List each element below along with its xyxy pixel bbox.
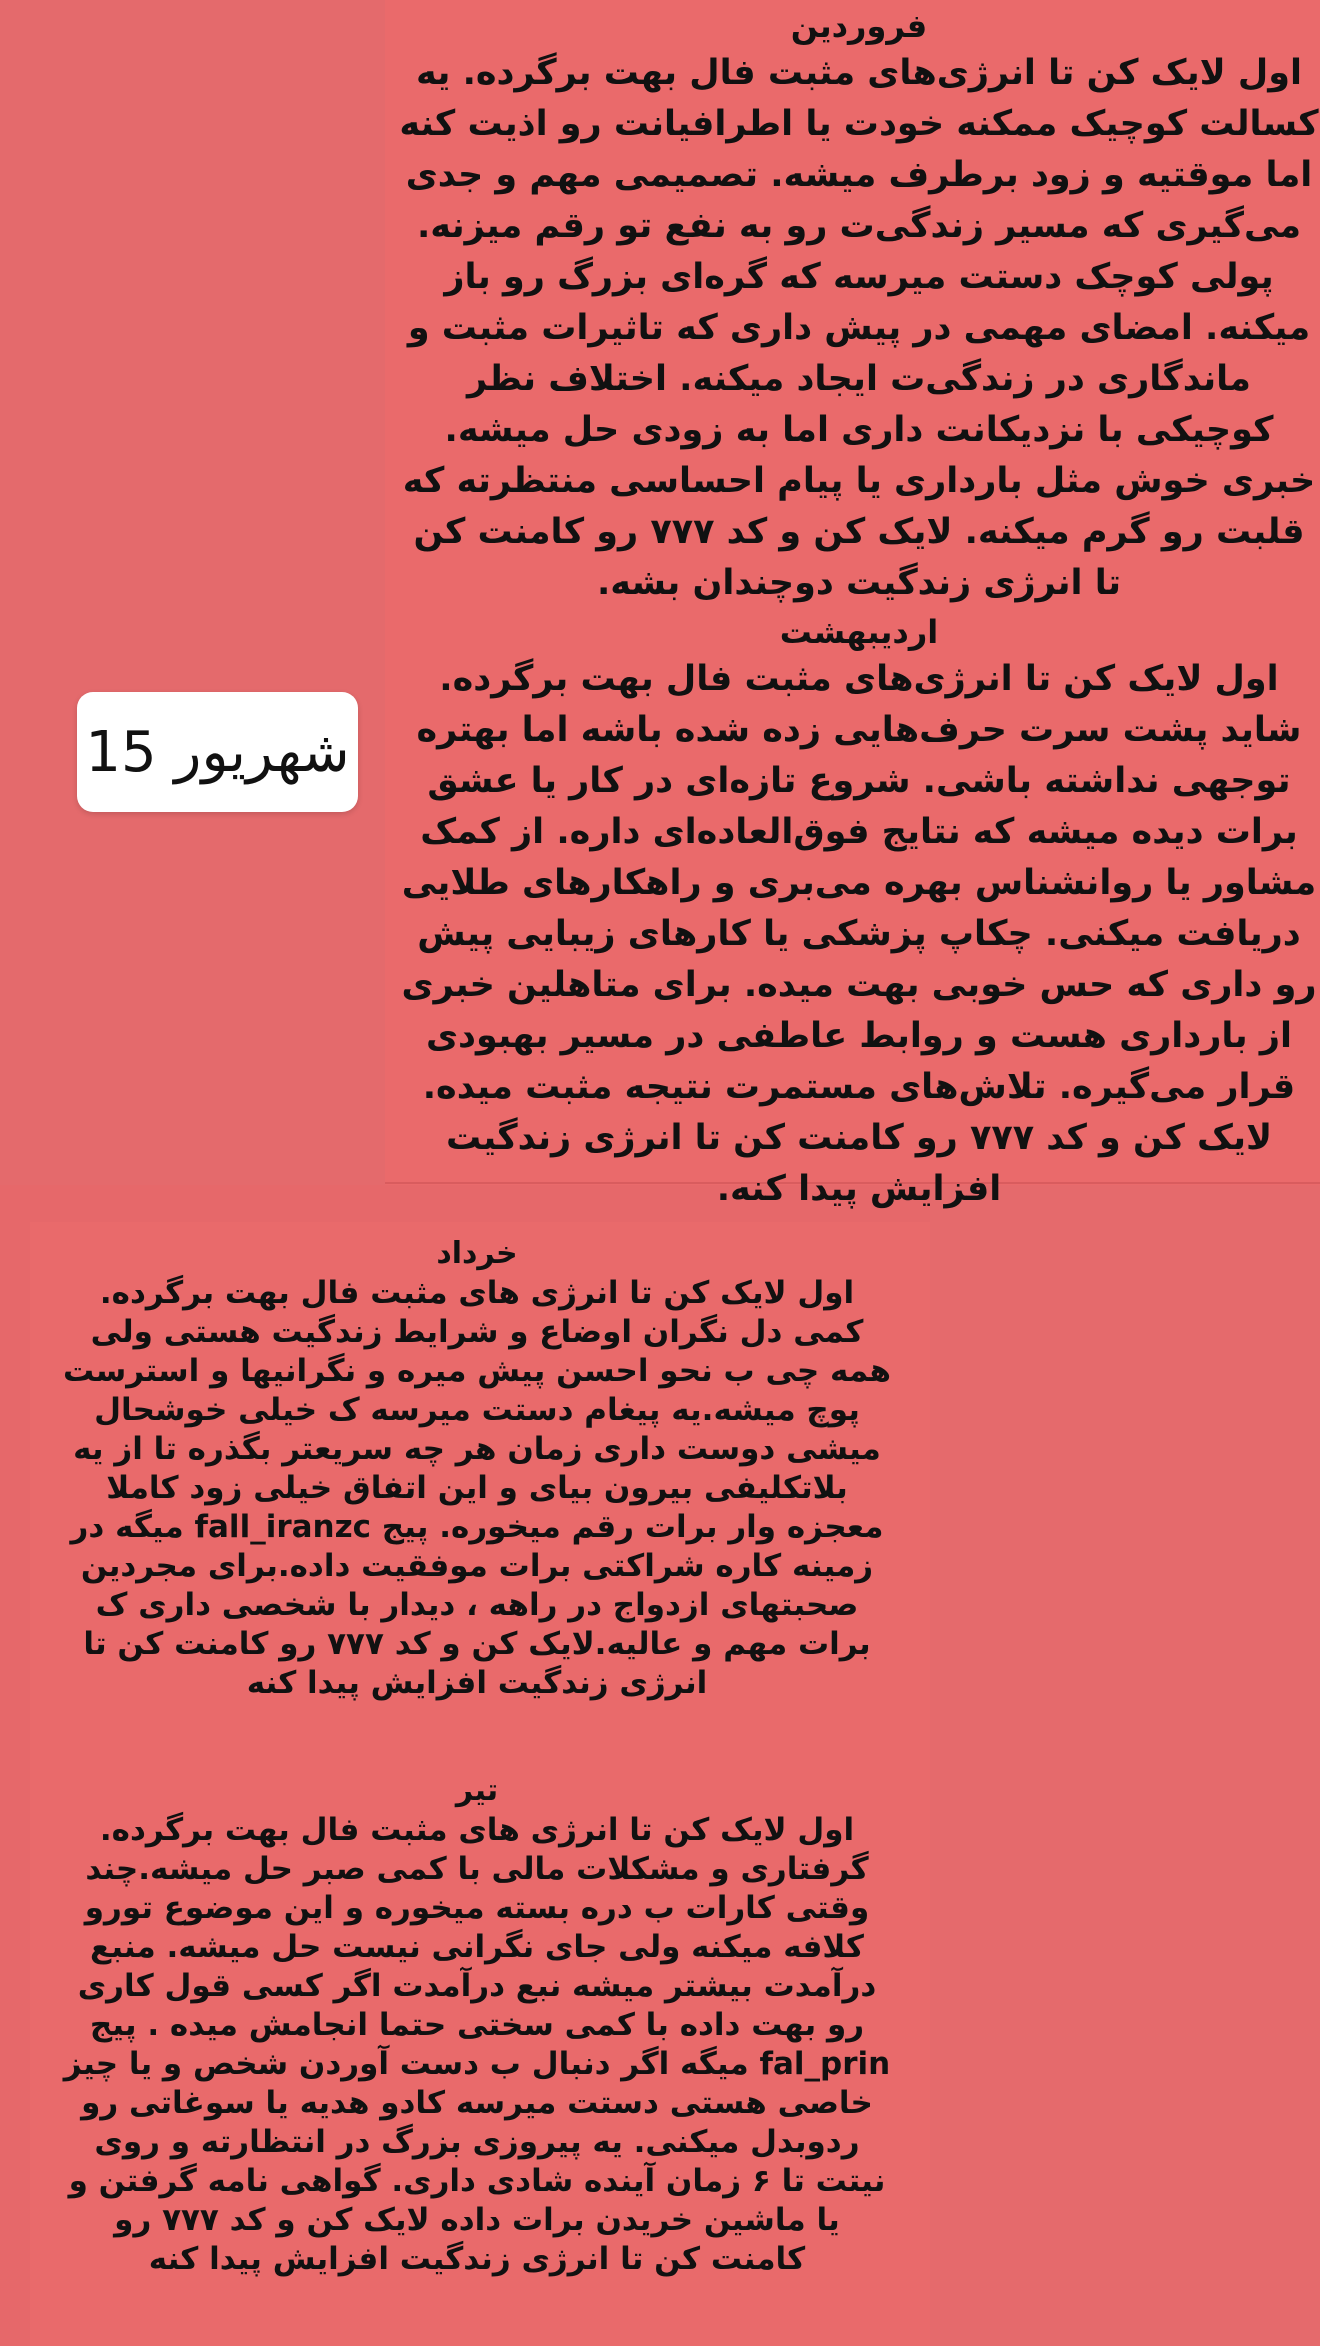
section-title: اردیبهشت <box>779 613 939 651</box>
background-bottom-right-panel <box>930 1185 1320 2346</box>
section-title: تیر <box>455 1773 499 1808</box>
background-left-panel <box>0 0 385 1185</box>
date-badge <box>77 692 358 812</box>
horoscope-section-farvardin <box>398 4 1320 609</box>
section-title: فروردین <box>790 7 928 45</box>
date-badge-label: 15 شهریور <box>85 719 350 785</box>
horoscope-section-tir <box>62 1771 892 2279</box>
horoscope-section-ordibehesht <box>398 610 1320 1215</box>
section-title: خرداد <box>436 1236 518 1271</box>
section-body: اول لایک کن تا انرژی های مثبت فال بهت برگرده. کمی دل نگران اوضاع و شرایط زندگیت هستی ولی همه چی ب نحو احسن پیش میره و نگرانیها و استرست پوچ میشه.یه پیغام دستت میرسه ک خیلی خوشحال میشی دوست داری زمان هر چه سریعتر بگذره تا از یه بلاتکلیفی بیرون بیای و این اتفاق خیلی زود کاملا معجزه وار برات رقم میخوره. پیج fall_iranzc میگه در زمینه کاره شراکتی برات موفقیت داده.برای مجردین صحبتهای ازدواج در راهه ، دیدار با شخصی داری ک برات مهم و عالیه.لایک کن و کد ۷۷۷ رو کامنت کن تا انرژی زندگیت افزایش پیدا کنه <box>62 1275 892 1701</box>
horoscope-section-khordad <box>62 1234 892 1703</box>
section-body: اول لایک کن تا انرژی‌های مثبت فال بهت برگرده. یه کسالت کوچیک ممکنه خودت یا اطرافیانت رو اذیت کنه اما موقتیه و زود برطرف میشه. تصمیمی مهم و جدی می‌گیری که مسیر زندگی‌ت رو به نفع تو رقم میزنه. پولی کوچک دستت میرسه که گره‌ای بزرگ رو باز میکنه. امضای مهمی در پیش داری که تاثیرات مثبت و ماندگاری در زندگی‌ت ایجاد میکنه. اختلاف نظر کوچیکی با نزدیکانت داری اما به زودی حل میشه. خبری خوش مثل بارداری یا پیام احساسی منتظرته که قلبت رو گرم میکنه. لایک کن و کد ۷۷۷ رو کامنت کن تا انرژی زندگیت دوچندان بشه. <box>399 53 1319 603</box>
section-body: اول لایک کن تا انرژی های مثبت فال بهت برگرده. گرفتاری و مشکلات مالی با کمی صبر حل میشه.چند وقتی کارات ب دره بسته میخوره و این موضوع تورو کلافه میکنه ولی جای نگرانی نیست حل میشه. منبع درآمدت بیشتر میشه نبع درآمدت اگر کسی قول کاری رو بهت داده با کمی سختی حتما انجامش میده . پیج fal_prin میگه اگر دنبال ب دست آوردن شخص و یا چیز خاصی هستی دستت میرسه کادو هدیه یا سوغاتی رو ردوبدل میکنی. یه پیروزی بزرگ در انتظارته و روی نیتت تا ۶ زمان آینده شادی داری. گواهی نامه گرفتن و یا ماشین خریدن برات داده لایک کن و کد ۷۷۷ رو کامنت کن تا انرژی زندگیت افزایش پیدا کنه <box>63 1812 891 2277</box>
section-body: اول لایک کن تا انرژی‌های مثبت فال بهت برگرده. شاید پشت سرت حرف‌هایی زده شده باشه اما بهتره توجهی نداشته باشی. شروع تازه‌ای در کار یا عشق برات دیده میشه که نتایج فوق‌العاده‌ای داره. از کمک مشاور یا روانشناس بهره می‌بری و راهکارهای طلایی دریافت میکنی. چکاپ پزشکی یا کارهای زیبایی پیش رو داری که حس خوبی بهت میده. برای متاهلین خبری از بارداری هست و روابط عاطفی در مسیر بهبودی قرار می‌گیره. تلاش‌های مستمرت نتیجه مثبت میده. لایک کن و کد ۷۷۷ رو کامنت کن تا انرژی زندگیت افزایش پیدا کنه. <box>401 659 1317 1209</box>
